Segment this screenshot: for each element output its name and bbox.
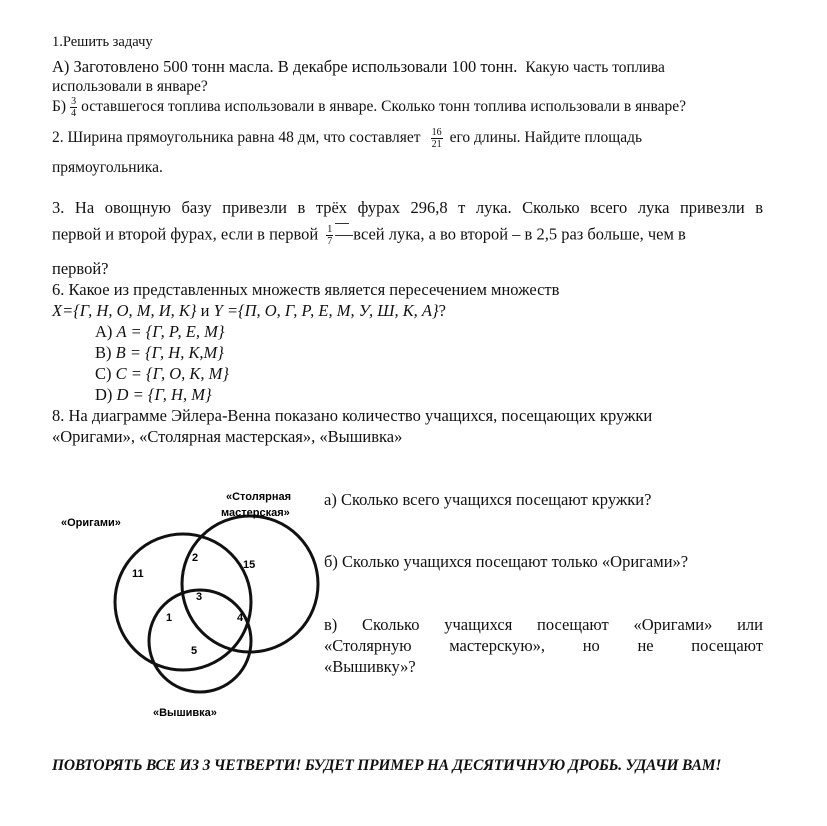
venn-label-stol-2: мастерская» bbox=[221, 507, 290, 519]
task1-b-text: оставшегося топлива использовали в январе. Сколько тонн топлива использовали в январе? bbox=[81, 98, 687, 116]
task3-blank bbox=[335, 229, 353, 243]
fraction-numerator: 3 bbox=[71, 96, 77, 107]
option-value: A = {Г, Р, Е, М} bbox=[116, 322, 225, 341]
task8-line2: «Оригами», «Столярная мастерская», «Вышивка» bbox=[52, 427, 403, 446]
fraction-numerator: 1 bbox=[327, 224, 333, 235]
question-mark: ? bbox=[438, 301, 446, 320]
task6-line1: 6. Какое из представленных множеств является пересечением множеств bbox=[52, 280, 560, 299]
task3-line2-b: всей лука, а во второй – в 2,5 раз больше, чем в bbox=[353, 224, 686, 244]
question-v-line3: «Вышивку»? bbox=[324, 657, 416, 676]
venn-count-only-vyshivka: 5 bbox=[191, 645, 198, 657]
option-d bbox=[95, 385, 212, 405]
task6-line2 bbox=[52, 301, 446, 321]
task3-line2 bbox=[52, 224, 763, 247]
task1-b-prefix: Б) bbox=[52, 98, 67, 116]
task3-line2-a: первой и второй фурах, если в первой bbox=[52, 224, 319, 244]
option-value: D = {Г, Н, М} bbox=[116, 385, 212, 404]
task8-line1: 8. На диаграмме Эйлера-Венна показано количество учащихся, посещающих кружки bbox=[52, 406, 653, 425]
task1-b-fraction bbox=[70, 96, 77, 119]
task1-a-tail: Какую часть топлива bbox=[525, 59, 665, 76]
task3-line3: первой? bbox=[52, 259, 109, 278]
venn-count-origami-vyshivka: 1 bbox=[166, 612, 173, 624]
task1-a-line2: использовали в январе? bbox=[52, 78, 208, 95]
fraction-numerator: 16 bbox=[431, 127, 442, 138]
venn-count-only-stol: 15 bbox=[243, 559, 256, 571]
conjunction: и bbox=[196, 301, 214, 320]
set-y: Y ={П, О, Г, Р, Е, М, У, Ш, К, А} bbox=[213, 301, 439, 320]
option-value: B = {Г, Н, К,М} bbox=[115, 343, 224, 362]
task2-fraction bbox=[431, 127, 443, 150]
task3-line1: 3. На овощную базу привезли в трёх фурах 296,8 т лука. Сколько всего лука привезли в bbox=[52, 198, 763, 217]
venn-label-vyshivka: «Вышивка» bbox=[153, 707, 217, 719]
option-label: А) bbox=[95, 322, 117, 341]
task3-fraction bbox=[326, 224, 333, 247]
venn-count-only-origami: 11 bbox=[132, 568, 144, 580]
fraction-denominator: 4 bbox=[71, 108, 77, 119]
option-label: С) bbox=[95, 364, 116, 383]
question-b: б) Сколько учащихся посещают только «Оригами»? bbox=[324, 552, 689, 571]
task2-suffix: его длины. Найдите площадь bbox=[449, 129, 643, 147]
fraction-denominator: 21 bbox=[431, 139, 442, 150]
task1-heading: 1.Решить задачу bbox=[52, 34, 153, 50]
venn-count-origami-stol: 2 bbox=[192, 552, 199, 564]
footer-note: ПОВТОРЯТЬ ВСЕ ИЗ 3 ЧЕТВЕРТИ! БУДЕТ ПРИМЕР НА ДЕСЯТИЧНУЮ ДРОБЬ. УДАЧИ ВАМ! bbox=[52, 757, 722, 774]
option-label: D) bbox=[95, 385, 117, 404]
task1-b-line bbox=[52, 96, 686, 119]
question-v-line1: в) Сколько учащихся посещают «Оригами» или bbox=[324, 615, 763, 634]
task2-line2: прямоугольника. bbox=[52, 159, 163, 176]
fraction-denominator: 7 bbox=[327, 236, 333, 247]
venn-circle-vyshivka bbox=[149, 590, 251, 692]
option-value: C = {Г, О, К, М} bbox=[115, 364, 229, 383]
venn-count-stol-vyshivka: 4 bbox=[237, 612, 244, 624]
set-x: X={Г, Н, О, М, И, К} bbox=[52, 301, 197, 320]
venn-diagram bbox=[40, 480, 330, 725]
venn-count-all-three: 3 bbox=[196, 591, 203, 603]
question-a: а) Сколько всего учащихся посещают кружки? bbox=[324, 490, 652, 509]
venn-label-origami: «Оригами» bbox=[61, 517, 121, 529]
task1-a-line1 bbox=[52, 57, 665, 77]
option-b bbox=[95, 343, 224, 363]
task1-a-main: А) Заготовлено 500 тонн масла. В декабре использовали 100 тонн. bbox=[52, 57, 518, 76]
option-a bbox=[95, 322, 224, 342]
option-c bbox=[95, 364, 229, 384]
question-v-line2: «Столярную мастерскую», но не посещают bbox=[324, 636, 763, 655]
task2-prefix: 2. Ширина прямоугольника равна 48 дм, что составляет bbox=[52, 129, 421, 147]
venn-label-stol-1: «Столярная bbox=[226, 491, 292, 503]
option-label: В) bbox=[95, 343, 116, 362]
task2-line1 bbox=[52, 127, 642, 150]
